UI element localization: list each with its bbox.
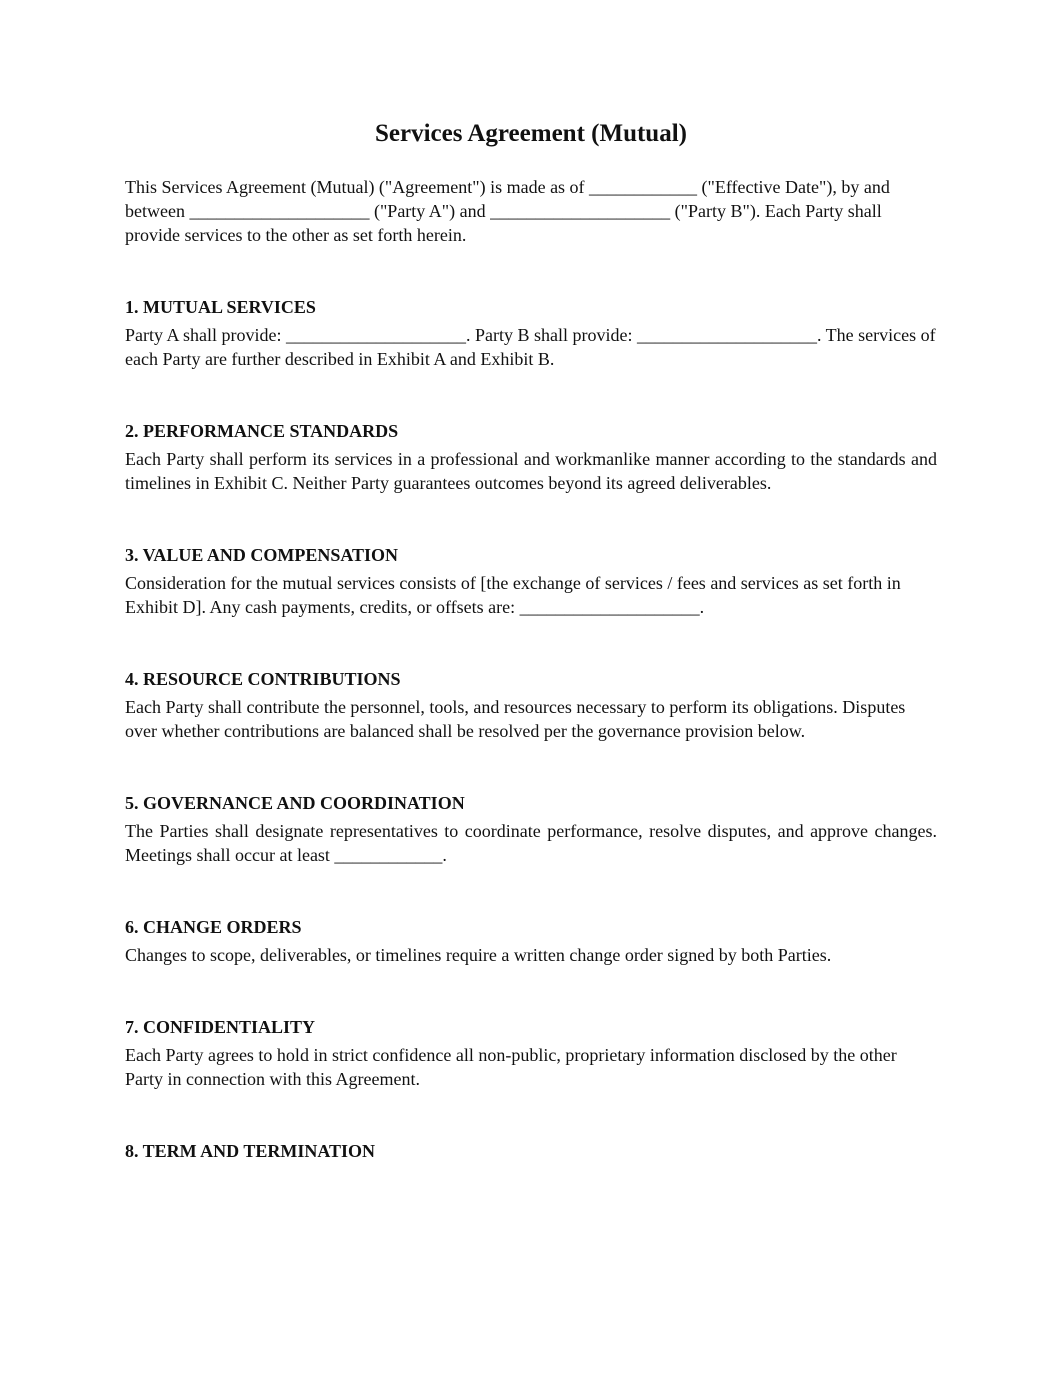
document-page <box>125 118 937 1167</box>
intro-paragraph: This Services Agreement (Mutual) ("Agreement") is made as of ____________ ("Effective Date"), by and between ____________________ ("Party A") and ____________________ ("Party B"). Each Party shall provide services to the other as set forth herein. <box>125 177 890 245</box>
section-term-termination <box>125 1139 937 1163</box>
section-body: Each Party shall perform its services in a professional and workmanlike manner according to the standards and timelines in Exhibit C. Neither Party guarantees outcomes beyond its agreed deliverables. <box>125 449 937 493</box>
section-body: Consideration for the mutual services consists of [the exchange of services / fees and services as set forth in Exhibit D]. Any cash payments, credits, or offsets are: ____________________. <box>125 573 901 617</box>
section-heading: 5. GOVERNANCE AND COORDINATION <box>125 793 465 813</box>
section-confidentiality <box>125 1015 937 1091</box>
section-heading: 6. CHANGE ORDERS <box>125 917 302 937</box>
section-resource-contributions <box>125 667 937 743</box>
section-performance-standards <box>125 419 937 495</box>
section-heading: 7. CONFIDENTIALITY <box>125 1017 316 1037</box>
section-heading: 8. TERM AND TERMINATION <box>125 1141 376 1161</box>
section-governance-coordination <box>125 791 937 867</box>
section-heading: 3. VALUE AND COMPENSATION <box>125 545 399 565</box>
section-value-compensation <box>125 543 937 619</box>
section-heading: 4. RESOURCE CONTRIBUTIONS <box>125 669 401 689</box>
section-body: Changes to scope, deliverables, or timelines require a written change order signed by both Parties. <box>125 945 832 965</box>
section-body: Each Party agrees to hold in strict confidence all non-public, proprietary information disclosed by the other Party in connection with this Agreement. <box>125 1045 897 1089</box>
section-body: Party A shall provide: ____________________. Party B shall provide: ____________________. The services of each Party are further described in Exhibit A and Exhibit B. <box>125 325 936 369</box>
section-heading: 2. PERFORMANCE STANDARDS <box>125 421 399 441</box>
section-body: The Parties shall designate representatives to coordinate performance, resolve disputes, and approve changes. Meetings shall occur at least ____________. <box>125 821 937 865</box>
section-heading: 1. MUTUAL SERVICES <box>125 297 316 317</box>
document-title: Services Agreement (Mutual) <box>375 120 687 147</box>
section-change-orders <box>125 915 937 967</box>
section-body: Each Party shall contribute the personnel, tools, and resources necessary to perform its obligations. Disputes over whether contributions are balanced shall be resolved per the governance provision below. <box>125 697 906 741</box>
section-mutual-services <box>125 295 937 371</box>
